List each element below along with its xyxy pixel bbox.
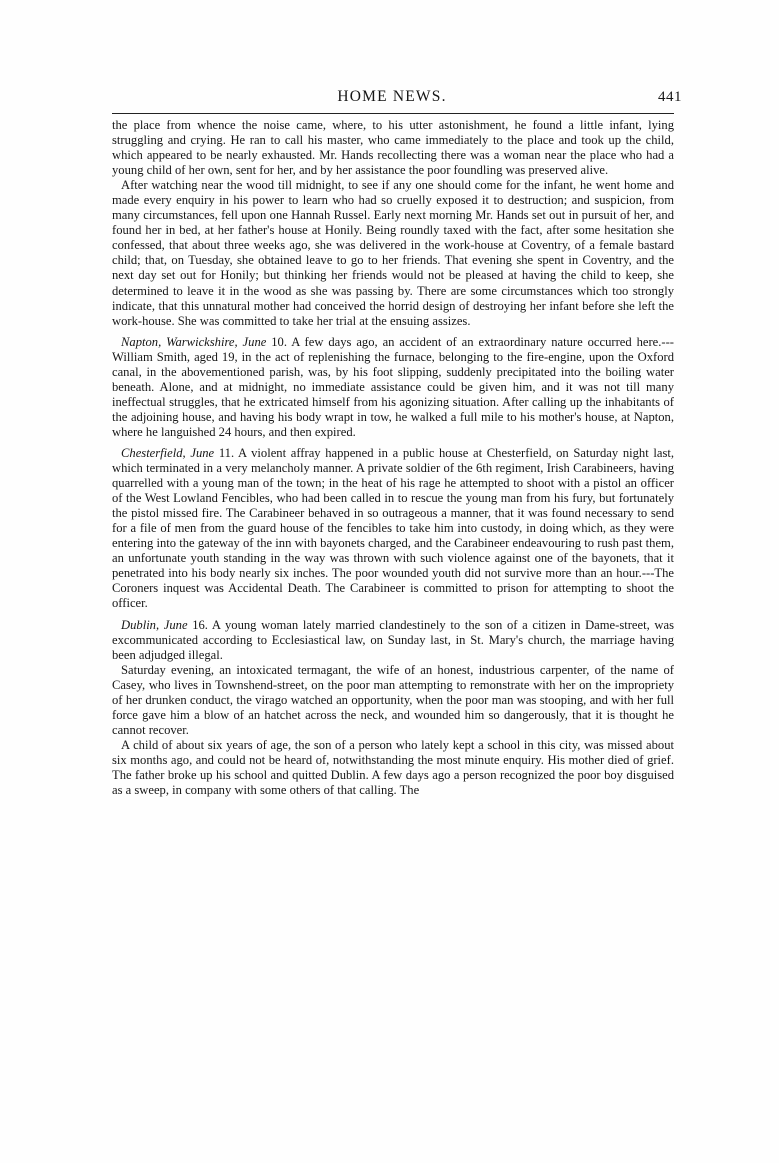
dateline-dublin: Dublin, June [121,617,188,632]
paragraph-text: A child of about six years of age, the son of a person who lately kept a school in this city, was missed about six months ago, and could not be heard of, notwithstanding the most minute enquiry. His mother died of grief. The father broke up his school and quitted Dublin. A few days ago a person recognized the poor boy disguised as a sweep, in company with some others of that calling. The [112,737,674,798]
paragraph-text: 10. A few days ago, an accident of an extraordinary nature occurred here.---William Smith, aged 19, in the act of replenishing the furnace, belonging to the fire-engine, upon the Oxford canal, in the abovementioned parish, was, by his foot slipping, suddenly precipitated into the boiling water beneath. Alone, and at midnight, no immediate assistance could be given him, and it was not till many ineffectual struggles, that he extricated himself from his agonizing situation. After calling up the inhabitants of the adjoining house, and having his body wrapt in tow, he walked a full mile to his mother's house, at Napton, where he languished 24 hours, and then expired. [112,334,674,439]
paragraph-text: Saturday evening, an intoxicated termagant, the wife of an honest, industrious carpenter, of the name of Casey, who lives in Townshend-street, on the poor man attempting to remonstrate with her on the impropriety of her drunken conduct, the virago watched an opportunity, when the poor man was stooping, and with her full force gave him a blow of an hatchet across the neck, and wounded him so dangerously, that it is thought he cannot recover. [112,662,674,737]
page-number: 441 [658,89,682,105]
paragraph-missing-child [112,738,674,798]
paragraph-dublin [112,618,674,663]
paragraph-chesterfield [112,446,674,612]
running-title: HOME NEWS. [337,88,447,105]
dateline-napton: Napton, Warwickshire, June [121,334,267,349]
paragraph-text: After watching near the wood till midnight, to see if any one should come for the infant, he went home and made every enquiry in his power to learn who had so cruelly exposed it to destruction; and suspicion, from many circumstances, fell upon one Hannah Russel. Early next morning Mr. Hands set out in pursuit of her, and found her in bed, at her father's house at Honily. Being roundly taxed with the fact, after some hesitation she confessed, that about three weeks ago, she was delivered in the work-house at Coventry, of a female bastard child; that, on Tuesday, she obtained leave to go to her friends. That evening she spent in Coventry, and the next day set out for Honily; but thinking her friends would not be pleased at having the child to keep, she determined to leave it in the wood as she was passing by. There are some circumstances which too strongly indicate, that this unnatural mother had conceived the horrid design of destroying her infant before she left the work-house. She was committed to take her trial at the ensuing assizes. [112,178,674,328]
paragraph-foundling-discovery [112,118,674,178]
page-header [112,88,682,110]
dateline-chesterfield: Chesterfield, June [121,445,215,460]
paragraph-text: 11. A violent affray happened in a public house at Chesterfield, on Saturday night last, which terminated in a very melancholy manner. A private soldier of the 6th regiment, Irish Carabineers, having quarrelled with a young man of the town; in the heat of his rage he attempted to shoot with a pistol an officer of the West Lowland Fencibles, who had been called in to rescue the young man from his fury, but fortunately the pistol missed fire. The Carabineer behaved in so outrageous a manner, that it was found necessary to send for a file of men from the guard house of the fencibles to take him into custody, in doing which, as they were entering into the gateway of the inn with bayonets charged, and the Carabineer endeavouring to rush past them, an unfortunate youth standing in the way was thrown with such violence against one of the bayonets, that it penetrated into his body nearly six inches. The poor wounded youth did not survive more than an hour.---The Coroners inquest was Accidental Death. The Carabineer is committed to prison for attempting to shoot the officer. [112,445,675,611]
header-rule [112,113,674,114]
paragraph-text: 16. A young woman lately married clandestinely to the son of a citizen in Dame-street, was excommunicated according to Ecclesiastical law, on Sunday last, in St. Mary's church, the marriage having been adjudged illegal. [112,617,674,662]
paragraph-casey [112,663,674,738]
paragraph-text: the place from whence the noise came, where, to his utter astonishment, he found a little infant, lying struggling and crying. He ran to call his master, who came immediately to the place and took up the child, which appeared to be nearly exhausted. Mr. Hands recollecting there was a woman near the place who had a young child of her own, sent for her, and by her assistance the poor foundling was preserved alive. [112,118,674,178]
paragraph-hannah-russel [112,178,674,328]
article-body [112,118,674,798]
paragraph-napton [112,335,674,440]
